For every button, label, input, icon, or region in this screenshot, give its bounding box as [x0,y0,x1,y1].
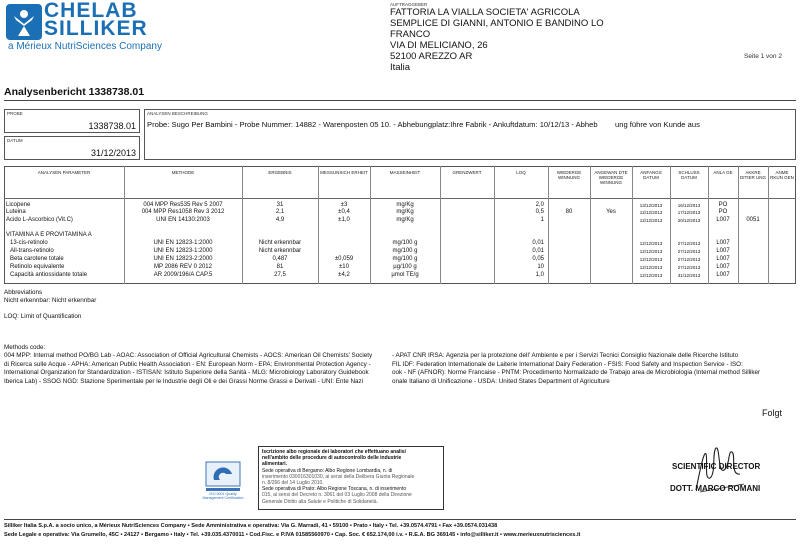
table-cell-result: 2,1 [275,209,285,215]
probe-label: PROBE [7,111,23,116]
table-cell-result: 31 [276,202,284,208]
probe-value: 1338738.01 [88,121,136,131]
table-cell-start: 12/12/2013 [639,257,663,262]
table-cell-end: 17/12/2013 [677,210,701,215]
table-cell-method: 004 MPP Res1058 Rev 3 2012 [141,209,225,215]
footer-line: Silliker Italia S.p.A. a socio unico, a Mérieux NutriSciences Company • Sede Amministrativa e operativa: Via G. Marradi, 41 • 59100 • Prato • Italy • Tel. +39.0574.4791 • Fax +39.0574.031438 [4,523,498,529]
methods-left: 004 MPP: Internal method PO/BG Lab - AOAC: Association of Official Agricultural Chemists - AOCS: American Oil Chemists' Society di Ricerca sulle Acque - APHA: American Public Health Association - EN: European Norm - EPA: Environmental Protection Agency - International Organization for Standardization - ISTISAN: Istituto Superiore della Sanità - MLG: Microbiology Laboratory Guidebook Iberica Lab) - SSOG NGD: Stazione Sperimentale per le Industrie degli Oli e dei Grassi Norme Grassi e Derivati - UNI: Ente Nazi [4,352,373,385]
table-cell-loq: 0,05 [532,256,544,262]
table-cell-unit: mg/100 g [392,256,418,262]
table-cell-anlage: PO [718,202,728,208]
methods-title: Methods code: [4,344,46,351]
col-header-method: METHODE [171,170,195,175]
table-cell-end: 16/12/2013 [677,203,701,208]
table-cell-result: 0,487 [272,256,288,262]
table-cell-unc: ±10 [339,264,349,270]
table-cell-unc: ±1,0 [338,217,350,223]
table-cell-start: 12/12/2013 [639,273,663,278]
table-cell-method: UNI EN 14130:2003 [156,217,210,223]
table-cell-unit: mg/100 g [392,248,418,254]
table-cell-unit: mg/Kg [396,217,414,223]
col-header-start-date: ANFANGS DATUM [640,170,662,180]
col-sep [738,166,739,284]
table-cell-param: Capacità antiossidante totale [10,272,88,278]
table-cell-method: UNI EN 12823-2:2000 [153,256,213,262]
table-cell-start: 12/12/2013 [639,241,663,246]
table-cell-unc: ±0,4 [338,209,350,215]
table-cell-start: 13/12/2013 [639,203,663,208]
table-cell-unit: mg/100 g [392,240,418,246]
description-label: ANALYSEN BESCHREIBUNG [147,111,208,116]
table-cell-result: Nicht erkennbar [258,240,302,246]
table-cell-loq: 1,0 [535,272,544,278]
table-cell-method: UNI EN 12823-1:2000 [153,248,213,254]
col-header-loq: LOQ [516,170,526,175]
description-box [144,109,796,160]
datum-box [4,136,140,160]
table-cell-anlage: L007 [716,264,730,270]
footer-line: Sede Legale e operativa: Via Grumello, 45C • 24127 • Bergamo • Italy • Tel. +39.035.4370011 • Cod.Fisc. e P.IVA 01585560970 • Cap. Soc. € 652.174,00 i.v. • R.E.A. BG 369145 • info@silliker.it • www.merieuxnutrisciences.it [4,532,581,538]
table-cell-anlage: L007 [716,240,730,246]
addressee-block: FATTORIA LA VIALLA SOCIETA' AGRICOLA SEMPLICE DI GIANNI, ANTONIO E BANDINO LO FRANCO VIA DI MELICIANO, 26 52100 AREZZO AR Italia [390,7,604,73]
col-sep [590,166,591,284]
col-header-lab: ANLA GE [713,170,733,175]
col-header-result: ERGEBNIS [268,170,292,175]
table-cell-loq: 1 [540,217,544,223]
table-cell-unc: ±0,059 [334,256,354,262]
table-cell-loq: 10 [537,264,544,270]
col-header-accreditation: AKKRE DITIER UNG [740,170,767,180]
table-cell-accr: 0051 [746,217,760,223]
table-cell-start: 12/12/2013 [639,218,663,223]
table-cell-end: 27/12/2013 [677,265,701,270]
col-header-uncertainty: MESSUNSICH ERHEIT [320,170,368,175]
company-logo-icon [6,4,42,40]
table-cell-start: 12/12/2013 [639,249,663,254]
probe-box [4,109,140,133]
col-header-applied-recovery: ANGEWAN DTE WIEDERGE WINNUNG [594,170,628,185]
table-cell-param: 13-cis-retinolo [10,240,48,246]
report-title: Analysenbericht 1338738.01 [4,86,145,98]
continued-label: Folgt [762,408,783,418]
company-tagline: a Mérieux NutriSciences Company [8,41,162,52]
table-cell-anlage: L007 [716,217,730,223]
table-cell-unit: µg/100 g [393,264,417,270]
table-cell-unit: mg/Kg [396,202,414,208]
title-rule [4,100,796,101]
col-header-notes: ANME RKUN GEN [770,170,794,180]
table-cell-result: 27,5 [274,272,286,278]
col-header-unit: MASSEINHEIT [389,170,421,175]
table-cell-param: Retinolo equivalente [10,264,65,270]
table-cell-unc: ±4,2 [338,272,350,278]
datum-label: DATUM [7,138,23,143]
table-cell-result: 4,9 [275,217,285,223]
description-text-cont: ung führe von Kunde aus [615,120,700,129]
table-cell-param: Licopene [6,202,31,208]
abbreviation-line: LOQ: Limit of Quantification [4,313,82,320]
table-cell-loq: 2,0 [535,202,544,208]
description-text: Probe: Sugo Per Bambini - Probe Nummer: 14882 - Warenposten 05 10. - Abhebungplatz:Ihre Fabrik - Ankuftdatum: 10/12/13 - Abheb [147,120,598,129]
col-sep [548,166,549,284]
footer-rule [4,519,796,520]
table-cell-result: Nicht erkennbar [258,248,302,254]
col-sep [440,166,441,284]
table-cell-param: Acido L-Ascorbico (Vit.C) [6,217,73,223]
methods-right: - APAT CNR IRSA: Agenzia per la protezione dell' Ambiente e per i Servizi Tecnici Consiglio Nazionale delle Ricerche Istituto FIL IDF: Federation Internationale de Laiterie International Dairy Federation - FSIS: Food Safety and Inspection Service - ISO: ook - NF (AFNOR): Norme Francaise - PNTM: Procedimento Normalizado de Trabajo area de Microbiologia (Internal method Silliker onale Italiano di Unificazione - USDA: United States Department of Agriculture [392,352,761,385]
table-cell-unit: µmol TE/g [391,272,419,278]
abbreviation-line: Nicht erkennbar: Nicht erkennbar [4,297,97,304]
table-header-rule [4,198,796,199]
col-sep [768,166,769,284]
table-cell-loq: 0,01 [532,248,544,254]
col-header-end-date: SCHLUSS DATUM [678,170,700,180]
table-cell-anlage: L007 [716,272,730,278]
col-header-limit: GRENZWERT [452,170,482,175]
table-cell-rec: 80 [565,209,573,215]
page-number: Seite 1 von 2 [744,53,782,60]
certification-caption: ISO 9001 Quality Management Certification [202,492,244,500]
table-cell-method: UNI EN 12823-1:2000 [153,240,213,246]
table-cell-unc: ±3 [340,202,348,208]
table-cell-end: 27/12/2013 [677,241,701,246]
table-cell-method: MP 2086 REV 0 2012 [154,264,212,270]
table-cell-anlage: L007 [716,248,730,254]
table-cell-param: VITAMINA A E PROVITAMINA A [6,232,92,238]
table-cell-method: 004 MPP Res535 Rev 5 2007 [143,202,223,208]
table-cell-end: 31/12/2013 [677,273,701,278]
table-cell-param: All-trans-retinolo [10,248,54,254]
table-cell-result: 81 [276,264,284,270]
table-cell-loq: 0,01 [532,240,544,246]
table-cell-anlage: PO [718,209,728,215]
table-cell-end: 27/12/2013 [677,257,701,262]
table-cell-anlage: L007 [716,256,730,262]
table-cell-applied: Yes [606,209,616,215]
table-cell-end: 27/12/2013 [677,249,701,254]
company-logo-text: CHELAB SILLIKER [44,0,148,40]
table-cell-method: AR 2009/196/A CAP.5 [153,272,213,278]
table-cell-unit: mg/Kg [396,209,414,215]
registry-box: Iscrizione albo regionale dei laboratori che effettuano analisi nell'ambito delle procedure di autocontrollo delle industrie alimentari. Sede operativa di Bergamo: Albo Regione Lombardia, n. di inserimento 030016301030, ai sensi della Delibera Giunta Regionale n. 8/266 del 14 Luglio 2010. Sede operativa di Prato: Albo Regione Toscana, n. di inserimento 015, ai sensi del Decreto n. 3061 del 03 Luglio 2008 della Direzione Generale Diritto alla Salute e Politiche di Solidarietà. [258,446,444,510]
table-cell-param: Luteina [6,209,26,215]
col-header-parameter: ANALYSEN PARAMETER [37,170,91,175]
addressee-label: AUFTRAGGEBER [390,2,428,7]
table-cell-start: 12/12/2013 [639,210,663,215]
table-cell-start: 12/12/2013 [639,265,663,270]
datum-value: 31/12/2013 [90,148,136,158]
signatory-name: DOTT. MARCO ROMANI [670,484,761,493]
signatory-role: SCIENTIFIC DIRECTOR [672,462,761,471]
abbreviations-title: Abbreviations [4,289,43,296]
col-header-recovery: WIEDERGE WINNUNG [556,170,582,180]
table-cell-loq: 0,5 [535,209,544,215]
table-cell-end: 20/12/2013 [677,218,701,223]
table-cell-param: Beta carotene totale [10,256,64,262]
